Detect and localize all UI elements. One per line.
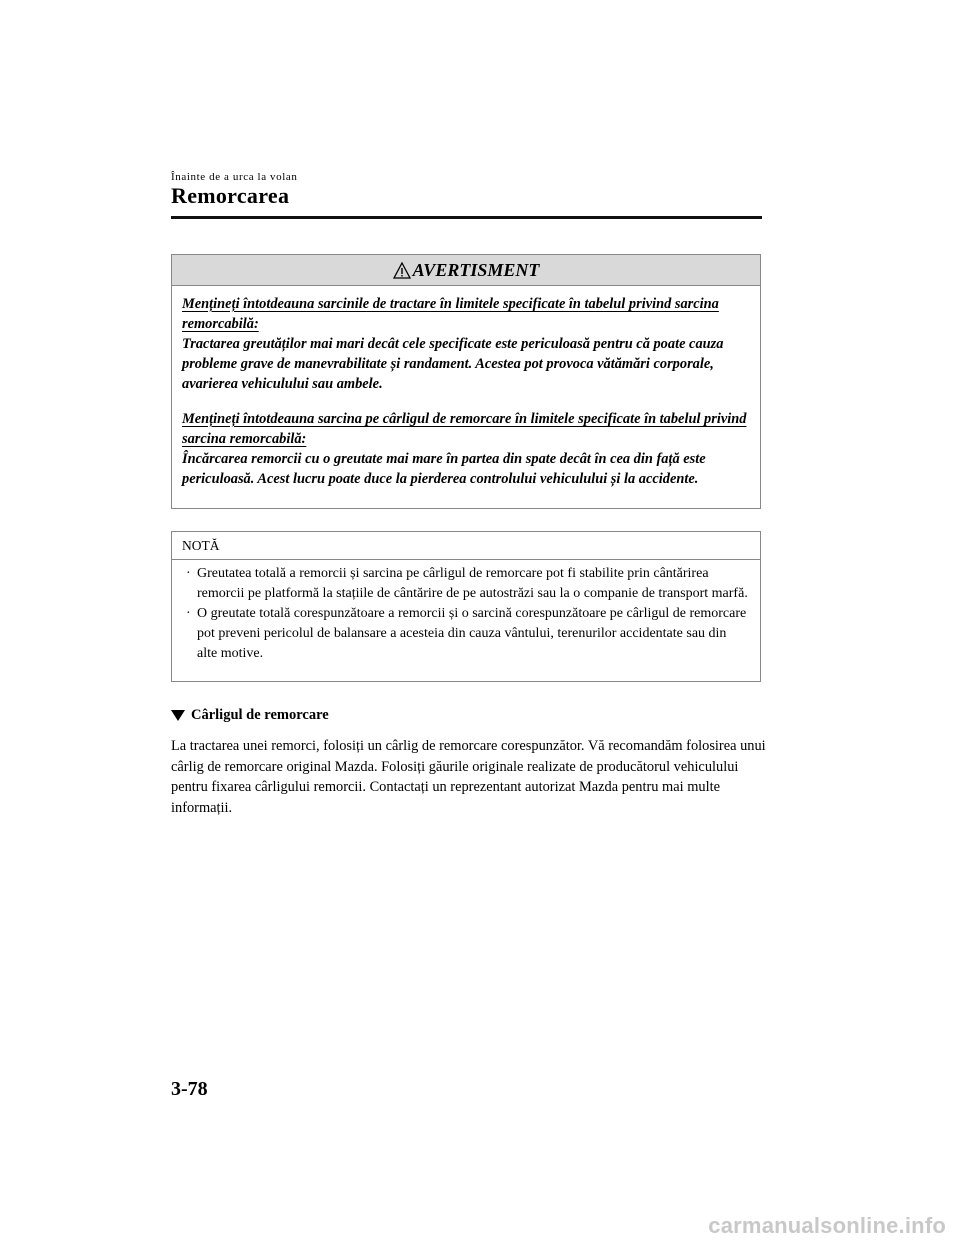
bullet-dot-icon: · [186,566,191,581]
warning-triangle-icon [393,262,411,279]
warning-text: Încărcarea remorcii cu o greutate mai mare în partea din spate decât în cea din față este periculoasă. Acest lucru poate duce la pierderea controlului vehiculului și la accidente. [182,451,706,487]
section-paragraph: La tractarea unei remorci, folosiți un cârlig de remorcare corespunzător. Vă recomandăm folosirea unui cârlig de remorcare original Mazda. Folosiți găurile originale realizate de producătorul vehiculului pentru fixarea cârligului remorcii. Contactați un reprezentant autorizat Mazda pentru mai multe informații. [171,738,766,817]
title-divider [171,216,762,219]
triangle-bullet-icon [171,710,185,721]
note-label: NOTĂ [172,532,760,560]
warning-label: AVERTISMENT [412,259,540,280]
watermark: carmanualsonline.info [708,1213,946,1238]
warning-header [172,255,760,286]
section-heading [171,707,329,724]
note-body [172,560,760,664]
note-box [171,531,761,682]
note-item [186,564,750,604]
bullet-dot-icon: · [186,606,191,621]
section-title: Cârligul de remorcare [191,707,329,723]
warning-body [172,286,760,489]
warning-heading: Mențineți întotdeauna sarcina pe cârligul de remorcare în limitele specificate în tabelul privind sarcina remorcabilă: [182,411,747,447]
chapter-label: Înainte de a urca la volan [171,171,298,183]
warning-box [171,254,761,509]
page-number: 3-78 [171,1078,208,1100]
page-title: Remorcarea [171,183,290,208]
note-item [186,604,750,664]
note-item-text: O greutate totală corespunzătoare a remorcii și o sarcină corespunzătoare pe cârligul de remorcare pot preveni pericolul de balansare a acesteia din cauza vântului, terenurilor accidentate sau din alte motive. [197,606,747,661]
warning-text: Tractarea greutăților mai mari decât cele specificate este periculoasă pentru că poate cauza probleme grave de manevrabilitate și randament. Acestea pot provoca vătămări corporale, avarierea vehiculului sau ambele. [182,336,724,392]
note-item-text: Greutatea totală a remorcii și sarcina pe cârligul de remorcare pot fi stabilite prin cântărirea remorcii pe platformă la stațiile de cântărire de pe autostrăzi sau la o companie de transport marfă. [197,566,748,601]
warning-heading: Mențineți întotdeauna sarcinile de tractare în limitele specificate în tabelul privind sarcina remorcabilă: [182,296,719,332]
